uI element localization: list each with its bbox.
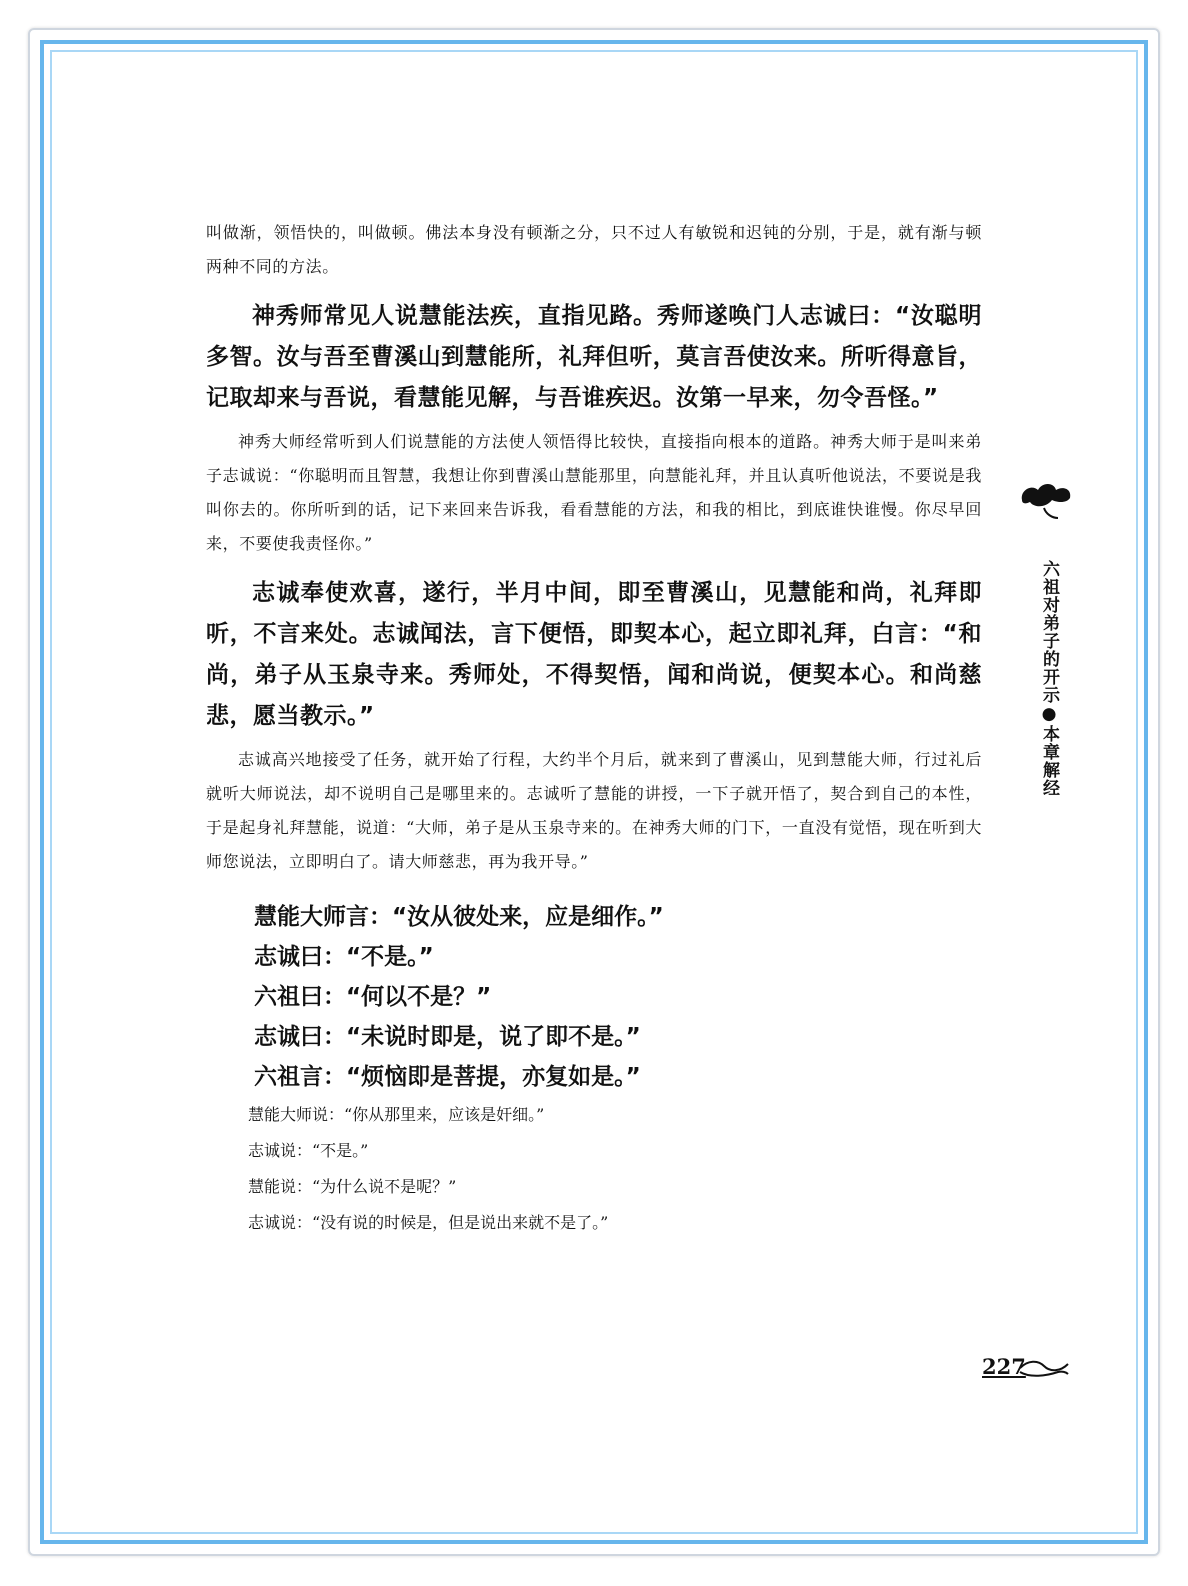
dialogue-translation-line: 慧能大师说：“你从那里来，应该是奸细。”	[248, 1105, 545, 1124]
translation-paragraph-2: 志诚高兴地接受了任务，就开始了行程，大约半个月后，就来到了曹溪山，见到慧能大师，行过礼后就听大师说法，却不说明自己是哪里来的。志诚听了慧能的讲授，一下子就开悟了，契合到自己的本性，于是起身礼拜慧能，说道：“大师，弟子是从玉泉寺来的。在神秀大师的门下，一直没有觉悟，现在听到大师您说法，立即明白了。请大师慈悲，再为我开导。”	[206, 750, 982, 871]
original-text-paragraph-2: 志诚奉使欢喜，遂行，半月中间，即至曹溪山，见慧能和尚，礼拜即听，不言来处。志诚闻法，言下便悟，即契本心，起立即礼拜，白言：“和尚，弟子从玉泉寺来。秀师处，不得契悟，闻和尚说，便契本心。和尚慈悲，愿当教示。”	[206, 580, 982, 729]
dialogue-original-line: 六祖言：“烦恼即是菩提，亦复如是。”	[254, 1064, 641, 1090]
dialogue-original-line: 志诚曰：“未说时即是，说了即不是。”	[254, 1024, 641, 1050]
cloud-ornament-icon	[1016, 478, 1078, 526]
dialogue-translation-line: 志诚说：“没有说的时候是，但是说出来就不是了。”	[248, 1213, 609, 1232]
page-number-ornament-icon	[1018, 1358, 1070, 1378]
dialogue-translation-line: 慧能说：“为什么说不是呢？”	[248, 1177, 457, 1196]
dialogue-translation-line: 志诚说：“不是。”	[248, 1141, 369, 1160]
original-text-paragraph-1: 神秀师常见人说慧能法疾，直指见路。秀师遂唤门人志诚曰：“汝聪明多智。汝与吾至曹溪山到慧能所，礼拜但听，莫言吾使汝来。所听得意旨，记取却来与吾说，看慧能见解，与吾谁疾迟。汝第一早来，勿令吾怪。”	[206, 303, 982, 411]
dialogue-original-line: 六祖曰：“何以不是？”	[254, 984, 492, 1010]
dialogue-original	[206, 897, 982, 1097]
page-body	[206, 216, 982, 1241]
chapter-side-title: 六祖对弟子的开示●本章解经	[1039, 560, 1059, 797]
dialogue-original-line: 志诚曰：“不是。”	[254, 944, 434, 970]
translation-paragraph-1: 神秀大师经常听到人们说慧能的方法使人领悟得比较快，直接指向根本的道路。神秀大师于是叫来弟子志诚说：“你聪明而且智慧，我想让你到曹溪山慧能那里，向慧能礼拜，并且认真听他说法，不要说是我叫你去的。你所听到的话，记下来回来告诉我，看看慧能的方法，和我的相比，到底谁快谁慢。你尽早回来，不要使我责怪你。”	[206, 432, 982, 553]
dialogue-translation	[206, 1097, 982, 1241]
page-number: 227	[982, 1354, 1026, 1379]
translation-paragraph-continued: 叫做渐，领悟快的，叫做顿。佛法本身没有顿渐之分，只不过人有敏锐和迟钝的分别，于是，就有渐与顿两种不同的方法。	[206, 223, 982, 276]
dialogue-original-line: 慧能大师言：“汝从彼处来，应是细作。”	[254, 904, 664, 930]
